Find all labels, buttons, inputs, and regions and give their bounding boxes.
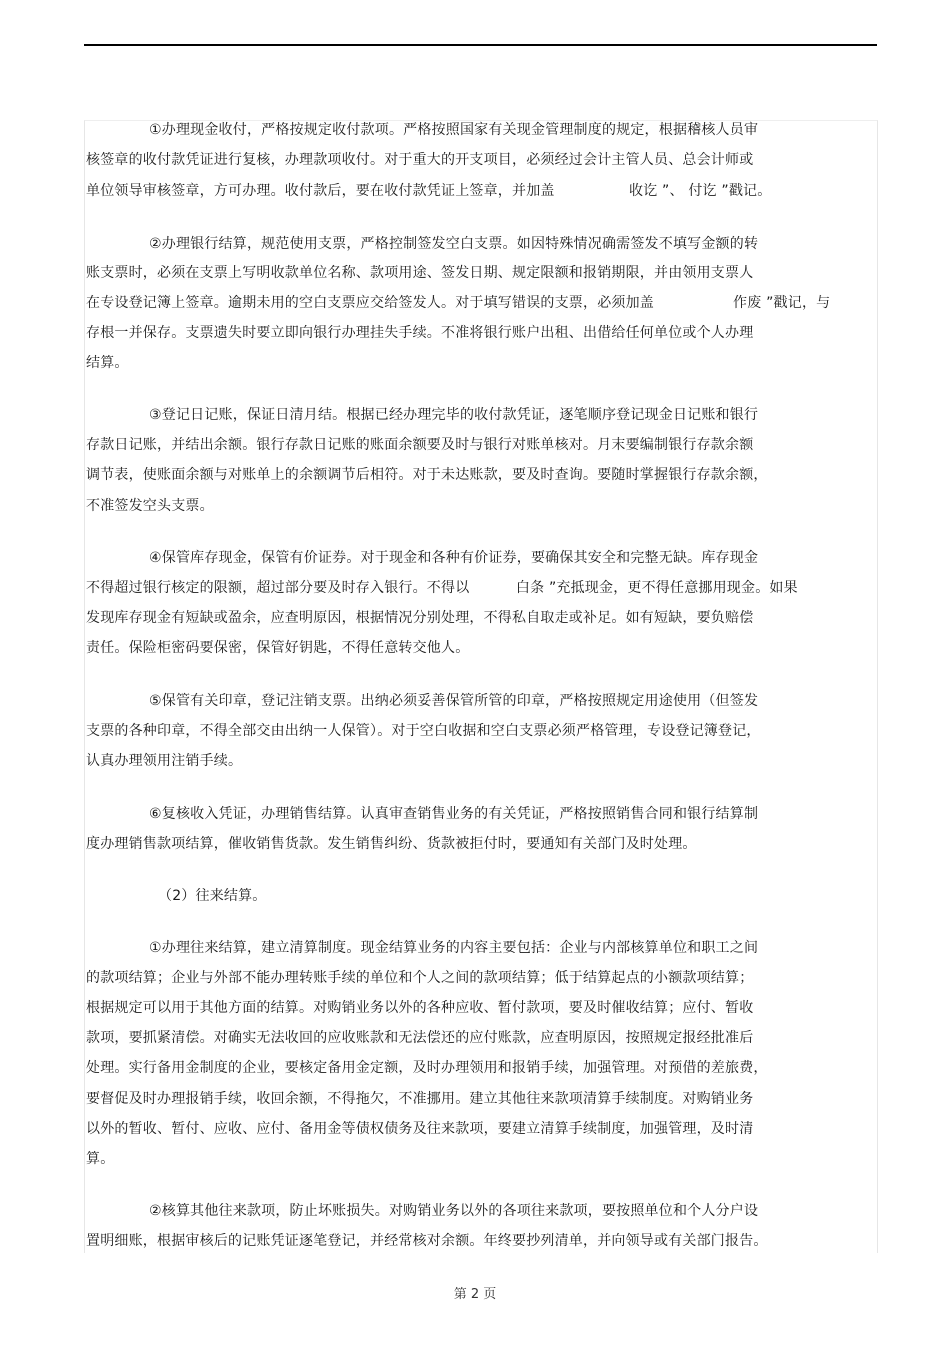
text-line: 在专设登记簿上签章。逾期未用的空白支票应交给签发人。对于填写错误的支票，必须加盖 作废 ”戳记，与 <box>86 295 831 311</box>
text-line: 要督促及时办理报销手续，收回余额，不得拖欠，不准挪用。建立其他往来款项清算手续制度。对购销业务 <box>86 1091 754 1107</box>
text-line: 的款项结算；企业与外部不能办理转账手续的单位和个人之间的款项结算；低于结算起点的小额款项结算； <box>86 970 754 986</box>
text-line: 认真办理领用注销手续。 <box>86 753 243 769</box>
text-line: ①办理现金收付，严格按规定收付款项。严格按照国家有关现金管理制度的规定，根据稽核人员审 <box>149 122 759 138</box>
text-line: 单位领导审核签章，方可办理。收付款后，要在收付款凭证上签章，并加盖 收讫 ”、 付讫 ”戳记。 <box>86 183 772 199</box>
text-line: 结算。 <box>86 355 129 371</box>
page-frame <box>84 120 878 1253</box>
text-line: 款项，要抓紧清偿。对确实无法收回的应收账款和无法偿还的应付账款，应查明原因，按照规定报经批准后 <box>86 1030 754 1046</box>
text-line: 不得超过银行核定的限额，超过部分要及时存入银行。不得以 白条 ”充抵现金，更不得任意挪用现金。如果 <box>86 580 798 596</box>
header-rule <box>84 44 877 46</box>
text-line: 度办理销售款项结算，催收销售货款。发生销售纠纷、货款被拒付时，要通知有关部门及时处理。 <box>86 836 697 852</box>
text-line: 调节表，使账面余额与对账单上的余额调节后相符。对于未达账款，要及时查询。要随时掌握银行存款余额， <box>86 467 768 483</box>
text-line: 发现库存现金有短缺或盈余，应查明原因，根据情况分别处理，不得私自取走或补足。如有短缺，要负赔偿 <box>86 610 754 626</box>
text-line: ②核算其他往来款项，防止坏账损失。对购销业务以外的各项往来款项，要按照单位和个人分户设 <box>149 1203 759 1219</box>
text-line: ②办理银行结算，规范使用支票，严格控制签发空白支票。如因特殊情况确需签发不填写金额的转 <box>149 236 759 252</box>
text-line: （2）往来结算。 <box>158 888 267 904</box>
text-line: 存款日记账，并结出余额。银行存款日记账的账面余额要及时与银行对账单核对。月末要编制银行存款余额 <box>86 437 754 453</box>
text-line: ③登记日记账，保证日清月结。根据已经办理完毕的收付款凭证，逐笔顺序登记现金日记账和银行 <box>149 407 759 423</box>
text-line: 账支票时，必须在支票上写明收款单位名称、款项用途、签发日期、规定限额和报销期限，并由领用支票人 <box>86 265 754 281</box>
text-line: 核签章的收付款凭证进行复核，办理款项收付。对于重大的开支项目，必须经过会计主管人员、总会计师或 <box>86 152 754 168</box>
text-line: 以外的暂收、暂付、应收、应付、备用金等债权债务及往来款项，要建立清算手续制度，加强管理，及时清 <box>86 1121 754 1137</box>
text-line: ⑤保管有关印章，登记注销支票。出纳必须妥善保管所管的印章，严格按照规定用途使用（但签发 <box>149 693 759 709</box>
text-line: 责任。保险柜密码要保密，保管好钥匙，不得任意转交他人。 <box>86 640 470 656</box>
text-line: 不准签发空头支票。 <box>86 498 214 514</box>
text-line: ①办理往来结算，建立清算制度。现金结算业务的内容主要包括：企业与内部核算单位和职工之间 <box>149 940 759 956</box>
text-line: ④保管库存现金，保管有价证券。对于现金和各种有价证券，要确保其安全和完整无缺。库存现金 <box>149 550 759 566</box>
page-number: 第 2 页 <box>453 1287 497 1302</box>
text-line: ⑥复核收入凭证，办理销售结算。认真审查销售业务的有关凭证，严格按照销售合同和银行结算制 <box>149 806 759 822</box>
text-line: 支票的各种印章，不得全部交由出纳一人保管）。对于空白收据和空白支票必须严格管理，专设登记簿登记， <box>86 723 761 739</box>
text-line: 置明细账，根据审核后的记账凭证逐笔登记，并经常核对余额。年终要抄列清单，并向领导或有关部门报告。 <box>86 1233 768 1249</box>
text-line: 处理。实行备用金制度的企业，要核定备用金定额，及时办理领用和报销手续，加强管理。对预借的差旅费， <box>86 1060 768 1076</box>
text-line: 根据规定可以用于其他方面的结算。对购销业务以外的各种应收、暂付款项，要及时催收结算；应付、暂收 <box>86 1000 754 1016</box>
text-line: 算。 <box>86 1151 115 1167</box>
text-line: 存根一并保存。支票遗失时要立即向银行办理挂失手续。不准将银行账户出租、出借给任何单位或个人办理 <box>86 325 754 341</box>
